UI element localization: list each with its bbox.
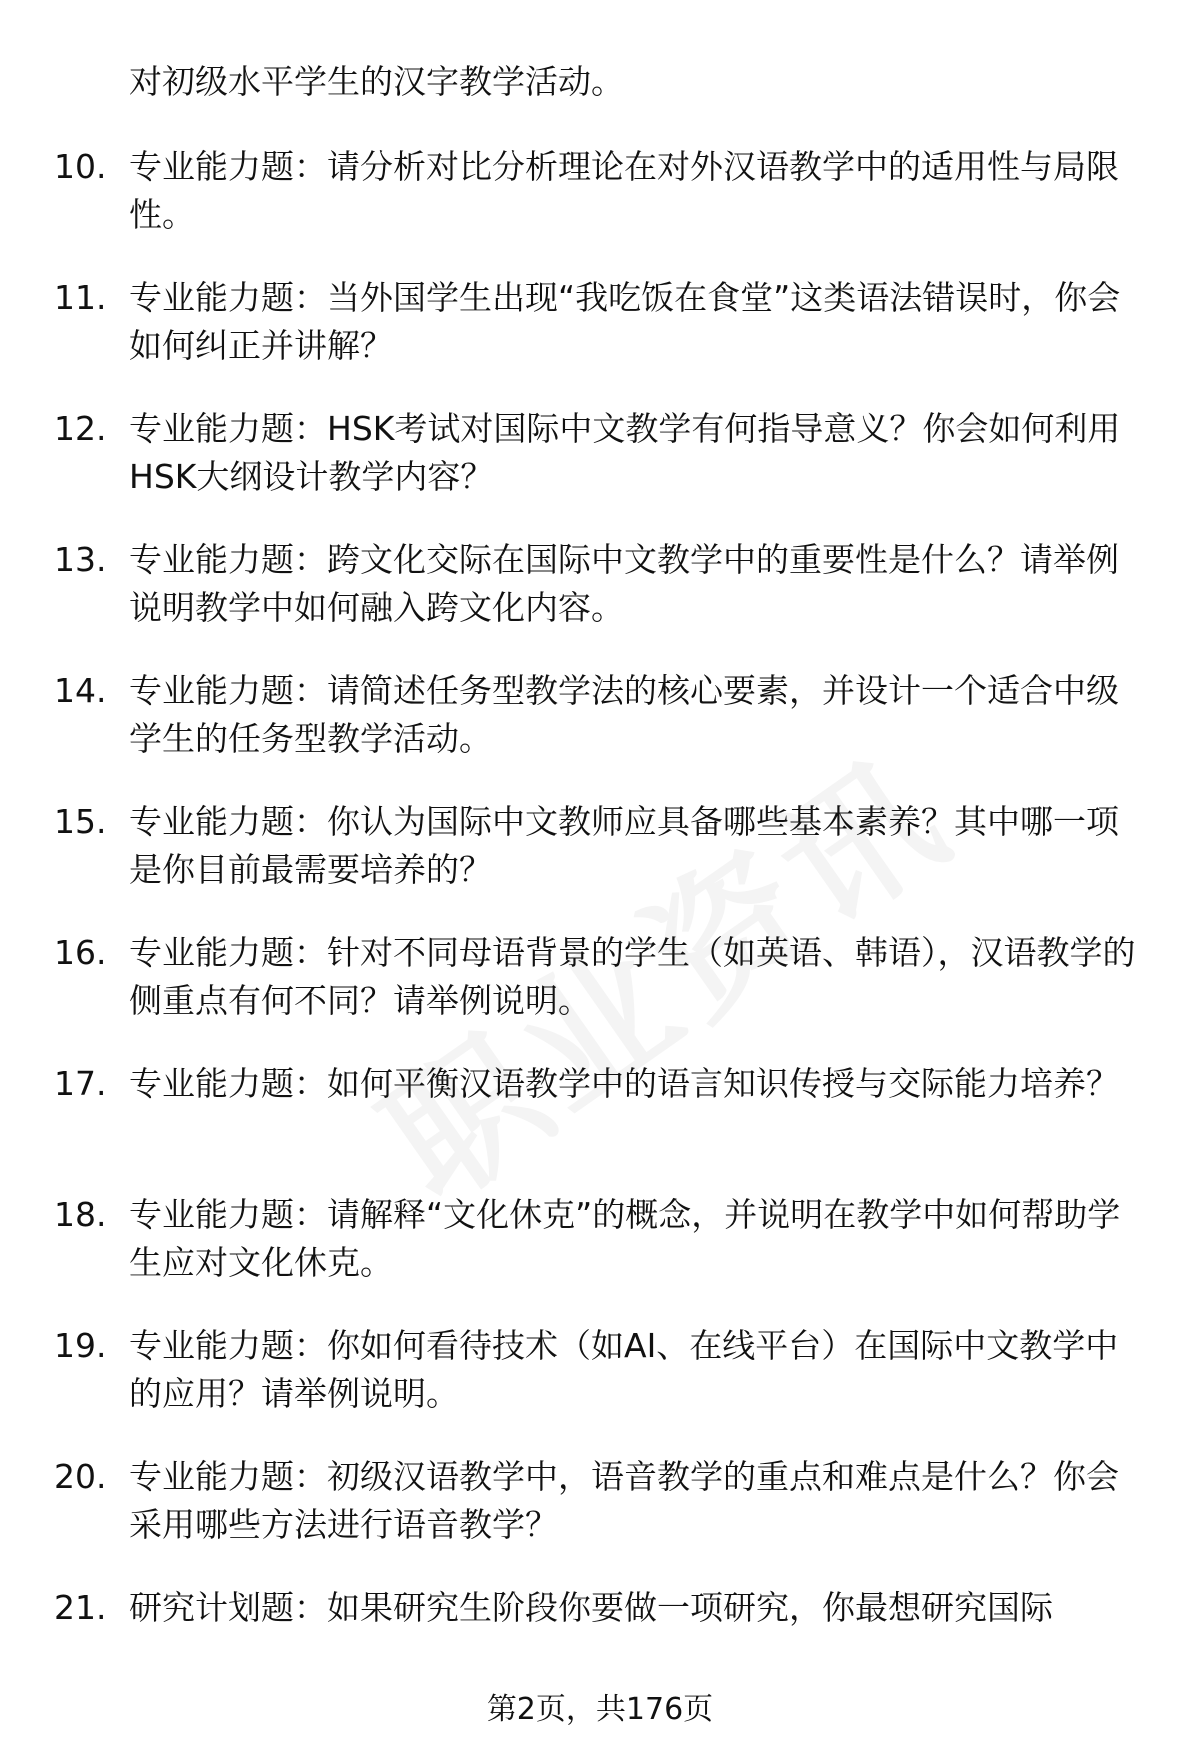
question-item (0, 536, 1200, 667)
question-item (0, 1453, 1200, 1584)
question-item (0, 143, 1200, 274)
question-text: 专业能力题：跨文化交际在国际中文教学中的重要性是什么？请举例说明教学中如何融入跨文化内容。 (129, 540, 1119, 627)
question-text: 专业能力题：当外国学生出现“我吃饭在食堂”这类语法错误时，你会如何纠正并讲解？ (129, 278, 1121, 365)
question-text: 专业能力题：如何平衡汉语教学中的语言知识传授与交际能力培养？ (129, 1064, 1119, 1103)
question-number: 15. (54, 802, 107, 841)
question-number: 11. (54, 278, 107, 317)
question-item (0, 405, 1200, 536)
continuation-text: 对初级水平学生的汉字教学活动。 (129, 62, 624, 101)
question-number: 16. (54, 933, 107, 972)
question-text: 专业能力题：初级汉语教学中，语音教学的重点和难点是什么？你会采用哪些方法进行语音教学？ (129, 1457, 1119, 1544)
question-text: 专业能力题：针对不同母语背景的学生（如英语、韩语），汉语教学的侧重点有何不同？请举例说明。 (129, 933, 1136, 1020)
question-text: 专业能力题：请解释“文化休克”的概念，并说明在教学中如何帮助学生应对文化休克。 (129, 1195, 1121, 1282)
question-item (0, 798, 1200, 929)
question-number: 10. (54, 147, 107, 186)
question-text: 专业能力题：HSK考试对国际中文教学有何指导意义？你会如何利用HSK大纲设计教学内容？ (129, 409, 1121, 496)
question-number: 18. (54, 1195, 107, 1234)
question-number: 19. (54, 1326, 107, 1365)
question-item (0, 1191, 1200, 1322)
question-number: 12. (54, 409, 107, 448)
question-number: 14. (54, 671, 107, 710)
question-text: 专业能力题：请简述任务型教学法的核心要素，并设计一个适合中级学生的任务型教学活动。 (129, 671, 1119, 758)
page-footer: 第2页，共176页 (486, 1692, 714, 1727)
question-list (0, 143, 1200, 1715)
question-text: 专业能力题：请分析对比分析理论在对外汉语教学中的适用性与局限性。 (129, 147, 1119, 234)
question-number: 21. (54, 1588, 107, 1627)
question-item (0, 274, 1200, 405)
question-text: 研究计划题：如果研究生阶段你要做一项研究，你最想研究国际 (129, 1588, 1053, 1627)
question-item (0, 1322, 1200, 1453)
question-item (0, 667, 1200, 798)
question-number: 17. (54, 1064, 107, 1103)
question-text: 专业能力题：你认为国际中文教师应具备哪些基本素养？其中哪一项是你目前最需要培养的？ (129, 802, 1119, 889)
question-number: 13. (54, 540, 107, 579)
question-item (0, 1060, 1200, 1191)
question-number: 20. (54, 1457, 107, 1496)
question-text: 专业能力题：你如何看待技术（如AI、在线平台）在国际中文教学中的应用？请举例说明。 (129, 1326, 1119, 1413)
question-item (0, 929, 1200, 1060)
